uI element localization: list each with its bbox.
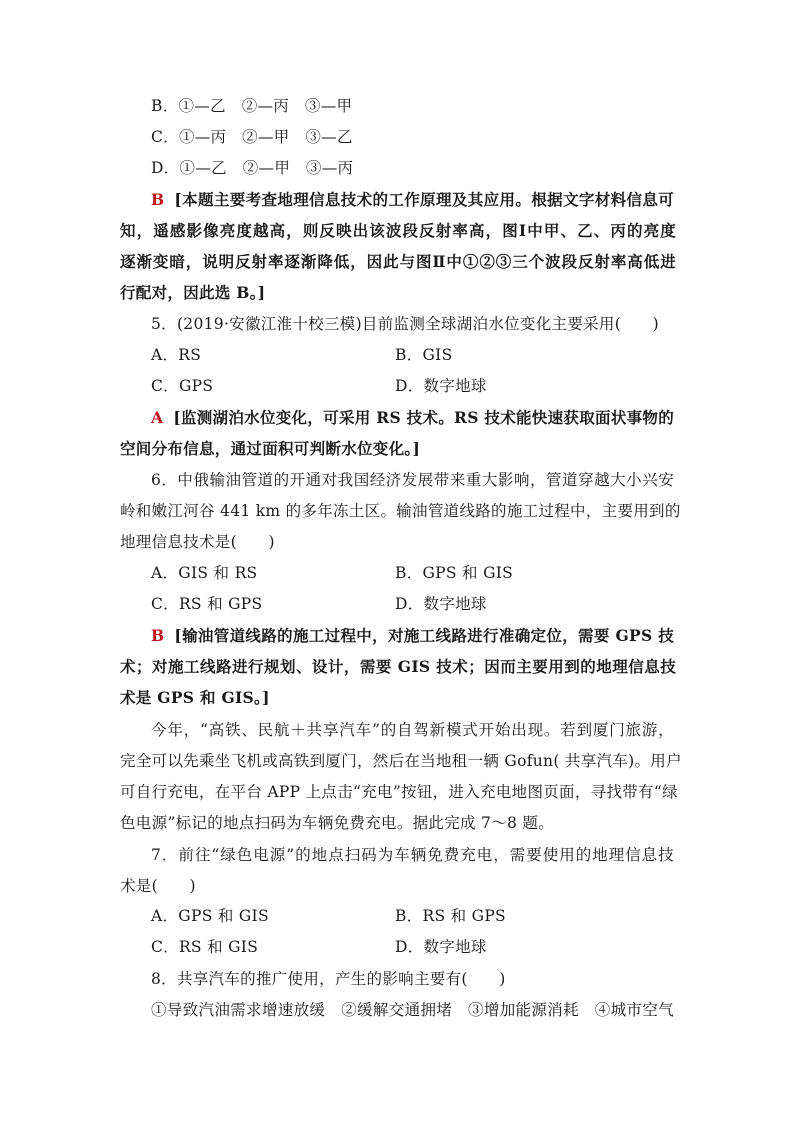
q6-option-a: A．GIS 和 RS	[151, 564, 258, 582]
q5-options-row-2	[151, 373, 651, 399]
q6-stem-line-3: 地理信息技术是( )	[120, 533, 275, 551]
q4-option-d: D．①—乙 ②—甲 ③—丙	[151, 159, 354, 177]
q6-stem-line-2: 岭和嫩江河谷 441 km 的多年冻土区。输油管道线路的施工过程中，主要用到的	[120, 502, 681, 520]
q5-stem: 5．(2019·安徽江淮十校三模)目前监测全球湖泊水位变化主要采用( )	[151, 315, 660, 333]
q7-stem-line-2: 术是( )	[120, 877, 196, 895]
passage-line-1: 今年，“高铁、民航＋共享汽车”的自驾新模式开始出现。若到厦门旅游，	[151, 721, 674, 739]
q5-option-b: B．GIS	[395, 346, 453, 364]
q6-options-row-2	[151, 591, 651, 617]
passage-line-2: 完全可以先乘坐飞机或高铁到厦门，然后在当地租一辆 Gofun( 共享汽车)。用户	[120, 752, 682, 770]
q4-answer-line-4: 行配对，因此选 B。]	[120, 283, 266, 302]
q6-option-b: B．GPS 和 GIS	[395, 564, 514, 582]
passage-line-4: 色电源”标记的地点扫码为车辆免费充电。据此完成 7～8 题。	[120, 814, 555, 832]
q4-answer-letter: B	[151, 190, 165, 209]
q5-answer-letter: A	[151, 408, 164, 427]
q5-answer-line-2: 空间分布信息，通过面积可判断水位变化。]	[120, 439, 421, 458]
q7-options-row-2	[151, 934, 651, 960]
q4-answer-line-3: 逐渐变暗，说明反射率逐渐降低，因此与图Ⅱ中①②③三个波段反射率高低进	[120, 252, 676, 271]
q6-answer-line-1	[151, 623, 674, 649]
q6-answer-letter: B	[151, 626, 165, 645]
q8-stem: 8．共享汽车的推广使用，产生的影响主要有( )	[151, 970, 506, 988]
q6-answer-line-2: 术；对施工线路进行规划、设计，需要 GIS 技术；因而主要用到的地理信息技	[120, 657, 676, 676]
q6-option-c: C．RS 和 GPS	[151, 595, 263, 613]
q6-answer-line-3: 术是 GPS 和 GIS。]	[120, 688, 270, 707]
q4-option-c: C．①—丙 ②—甲 ③—乙	[151, 128, 353, 146]
q4-option-b: B．①—乙 ②—丙 ③—甲	[151, 97, 353, 115]
q4-answer-line-1	[151, 187, 674, 213]
q7-option-b: B．RS 和 GPS	[395, 907, 506, 925]
q6-stem-line-1: 6．中俄输油管道的开通对我国经济发展带来重大影响，管道穿越大小兴安	[151, 471, 674, 489]
q6-options-row-1	[151, 560, 651, 586]
q7-option-c: C．RS 和 GIS	[151, 938, 259, 956]
q5-option-a: A．RS	[151, 346, 202, 364]
q6-answer-text-1: [输油管道线路的施工过程中，对施工线路进行准确定位，需要 GPS 技	[174, 626, 674, 645]
q4-answer-text-1: [本题主要考查地理信息技术的工作原理及其应用。根据文字材料信息可	[174, 190, 674, 209]
q6-option-d: D．数字地球	[395, 595, 487, 613]
q7-stem-line-1: 7．前往“绿色电源”的地点扫码为车辆免费充电，需要使用的地理信息技	[151, 846, 674, 864]
q5-options-row-1	[151, 342, 651, 368]
q5-answer-line-1	[151, 405, 674, 431]
q5-option-d: D．数字地球	[395, 377, 487, 395]
passage-line-3: 可自行充电，在平台 APP 上点击“充电”按钮，进入充电地图页面，寻找带有“绿	[120, 783, 678, 801]
q8-statements-line: ①导致汽油需求增速放缓 ②缓解交通拥堵 ③增加能源消耗 ④城市空气	[151, 1001, 674, 1019]
q4-answer-line-2: 知，遥感影像亮度越高，则反映出该波段反射率高，图Ⅰ中甲、乙、丙的亮度	[120, 221, 676, 240]
q7-options-row-1	[151, 903, 651, 929]
q5-option-c: C．GPS	[151, 377, 214, 395]
q7-option-a: A．GPS 和 GIS	[151, 907, 269, 925]
q5-answer-text-1: [监测湖泊水位变化，可采用 RS 技术。RS 技术能快速获取面状事物的	[173, 408, 675, 427]
q7-option-d: D．数字地球	[395, 938, 487, 956]
